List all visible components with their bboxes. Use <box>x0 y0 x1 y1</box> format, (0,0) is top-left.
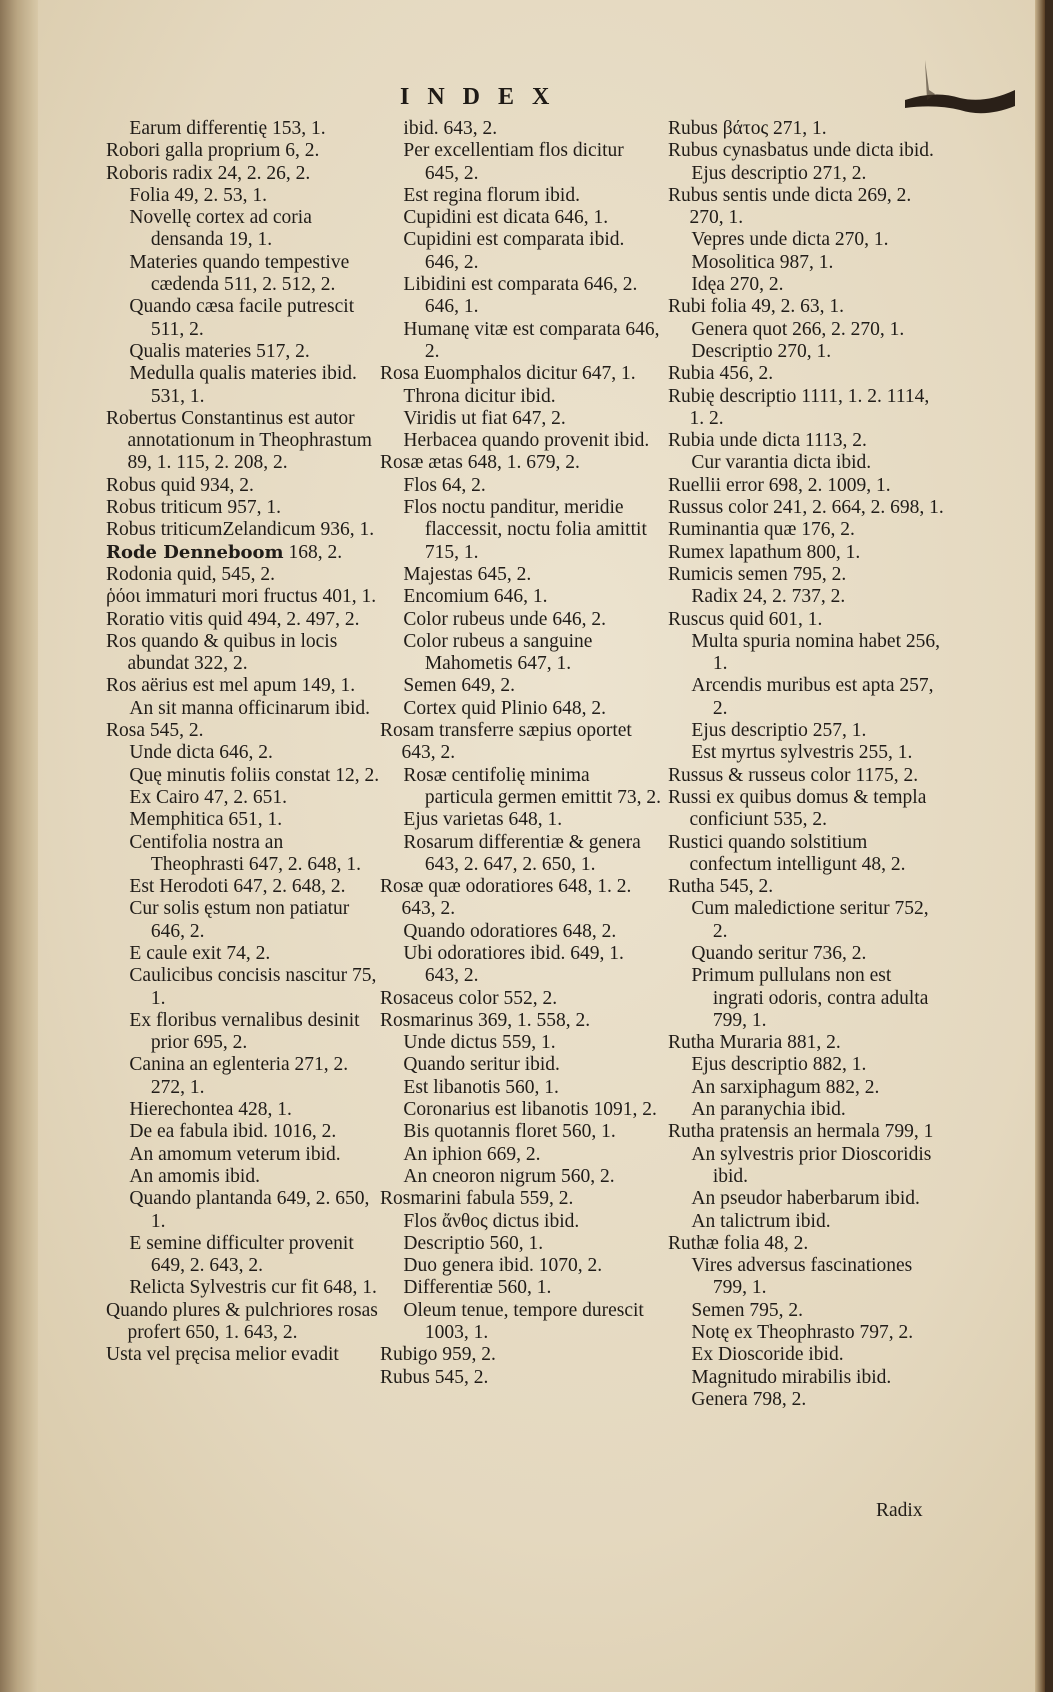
index-entry: Rutha Muraria 881, 2. <box>668 1032 841 1054</box>
index-entry: Descriptio 560, 1. <box>403 1232 544 1254</box>
index-column-2 <box>380 118 662 1389</box>
index-entry: Throna dicitur ibid. <box>403 385 556 407</box>
index-entry: Est myrtus sylvestris 255, 1. <box>691 742 913 764</box>
index-entry: Rubus sentis unde dicta 269, 2. 270, 1. <box>668 184 912 229</box>
index-entry: Duo genera ibid. 1070, 2. <box>403 1255 603 1277</box>
index-entry: Novellę cortex ad coria densanda 19, 1. <box>129 207 312 251</box>
index-entry: Ubi odoratiores ibid. 649, 1. 643, 2. <box>403 942 624 987</box>
index-entry: Rubia unde dicta 1113, 2. <box>668 430 867 452</box>
index-entry: Primum pullulans non est ingrati odoris, contra adulta 799, 1. <box>691 965 929 1031</box>
index-entry: Rubus 545, 2. <box>380 1366 489 1388</box>
index-entry: Arcendis muribus est apta 257, 2. <box>691 675 934 719</box>
index-entry: Russus & russeus color 1175, 2. <box>668 764 919 786</box>
index-entry: Rubię descriptio 1111, 1. 2. 1114, 1. 2. <box>668 385 930 429</box>
index-entry: Majestas 645, 2. <box>403 563 532 585</box>
index-entry: Russi ex quibus domus & templa conficiunt 535, 2. <box>668 786 927 831</box>
index-entry: Radix 24, 2. 737, 2. <box>691 586 846 608</box>
index-entry: Cur solis ęstum non patiatur 646, 2. <box>129 898 350 942</box>
index-entry: Medulla qualis materies ibid. 531, 1. <box>129 363 357 407</box>
ink-stain <box>905 60 1015 120</box>
index-entry <box>106 542 380 564</box>
index-entry: Ex Dioscoride ibid. <box>691 1344 844 1366</box>
index-entry: Ex floribus vernalibus desinit prior 695, 2. <box>129 1009 360 1054</box>
index-entry: Color rubeus unde 646, 2. <box>403 608 606 630</box>
book-spine <box>0 0 38 1692</box>
index-entry: An talictrum ibid. <box>691 1210 831 1232</box>
index-entry: Quando plantanda 649, 2. 650, 1. <box>129 1188 370 1232</box>
index-entry: Usta vel pręcisa melior evadit <box>106 1344 339 1366</box>
index-entry: Quando odoratiores 648, 2. <box>403 920 617 942</box>
index-entry: Flos noctu panditur, meridie flaccessit, noctu folia amittit 715, 1. <box>403 497 647 563</box>
index-entry: Rosaceus color 552, 2. <box>380 987 558 1009</box>
index-entry: Materies quando tempestive cædenda 511, 2. 512, 2. <box>129 251 350 296</box>
index-entry: Est libanotis 560, 1. <box>403 1076 559 1098</box>
index-entry: An amomum veterum ibid. <box>129 1143 341 1165</box>
index-entry: Flos ἄνθος dictus ibid. <box>403 1210 580 1232</box>
index-entry: Ruminantia quæ 176, 2. <box>668 519 855 541</box>
index-entry: Differentiæ 560, 1. <box>403 1277 552 1299</box>
page-edge <box>1035 0 1045 1692</box>
index-entry: Genera 798, 2. <box>691 1388 807 1410</box>
index-entry: Ruscus quid 601, 1. <box>668 608 823 630</box>
index-entry: Oleum tenue, tempore durescit 1003, 1. <box>403 1299 644 1344</box>
index-entry: Per excellentiam flos dicitur 645, 2. <box>403 140 624 184</box>
index-entry: Hierechontea 428, 1. <box>129 1099 292 1121</box>
index-entry: Ex Cairo 47, 2. 651. <box>129 786 288 808</box>
index-entry: Cortex quid Plinio 648, 2. <box>403 697 606 719</box>
index-entry: Robori galla proprium 6, 2. <box>106 140 320 162</box>
index-entry: Semen 795, 2. <box>691 1299 803 1321</box>
index-entry: Canina an eglenteria 271, 2. 272, 1. <box>129 1054 349 1098</box>
index-entry: Est Herodoti 647, 2. 648, 2. <box>129 876 346 898</box>
index-entry: An sarxiphagum 882, 2. <box>691 1076 880 1098</box>
index-entry: Unde dicta 646, 2. <box>129 742 273 764</box>
index-entry: Rumex lapathum 800, 1. <box>668 541 861 563</box>
index-entry: Russus color 241, 2. 664, 2. 698, 1. <box>668 497 944 519</box>
index-entry: Quando seritur 736, 2. <box>691 942 867 964</box>
index-entry: Libidini est comparata 646, 2. 646, 1. <box>403 274 638 318</box>
index-entry: Herbacea quando provenit ibid. <box>403 430 650 452</box>
index-entry: An sylvestris prior Dioscoridis ibid. <box>691 1143 932 1187</box>
index-entry: ῥόοι immaturi mori fructus 401, 1. <box>106 586 377 608</box>
index-entry: Quando plures & pulchriores rosas profert 650, 1. 643, 2. <box>106 1299 378 1344</box>
index-entry: Robertus Constantinus est autor annotationum in Theophrastum 89, 1. 115, 2. 208, 2. <box>106 407 372 474</box>
index-entry: Rosæ ætas 648, 1. 679, 2. <box>380 452 580 474</box>
index-entry: Robus triticum 957, 1. <box>106 497 281 519</box>
index-entry: Quando seritur ibid. <box>403 1054 560 1076</box>
index-entry: Rosa Euomphalos dicitur 647, 1. <box>380 363 636 385</box>
index-entry: Earum differentię 153, 1. <box>129 118 326 139</box>
index-entry: Caulicibus concisis nascitur 75, 1. <box>129 965 377 1009</box>
index-entry: Rodonia quid, 545, 2. <box>106 563 275 585</box>
index-entry: An paranychia ibid. <box>691 1099 846 1121</box>
index-entry: Flos 64, 2. <box>403 474 486 496</box>
index-entry: Rubi folia 49, 2. 63, 1. <box>668 296 845 318</box>
index-entry: Mosolitica 987, 1. <box>691 251 834 273</box>
index-entry: An iphion 669, 2. <box>403 1143 541 1165</box>
index-entry: Cupidini est comparata ibid. 646, 2. <box>403 229 625 273</box>
index-entry: Notę ex Theophrasto 797, 2. <box>691 1322 914 1344</box>
index-entry: Vepres unde dicta 270, 1. <box>691 229 889 251</box>
index-entry: E caule exit 74, 2. <box>129 942 271 964</box>
index-entry: Genera quot 266, 2. 270, 1. <box>691 318 905 340</box>
index-entry: Cur varantia dicta ibid. <box>691 452 872 474</box>
index-column-3 <box>668 118 944 1411</box>
index-entry: Vires adversus fascinationes 799, 1. <box>691 1255 913 1299</box>
index-entry: Rumicis semen 795, 2. <box>668 563 847 585</box>
index-entry: Ejus varietas 648, 1. <box>403 809 563 831</box>
index-column-1 <box>106 118 380 1367</box>
index-entry: Qualis materies 517, 2. <box>129 340 310 362</box>
index-entry: Unde dictus 559, 1. <box>403 1032 556 1054</box>
index-entry: Rubia 456, 2. <box>668 363 774 385</box>
index-entry: Rosarum differentiæ & genera 643, 2. 647, 2. 650, 1. <box>403 831 641 875</box>
blackletter-term: Rode Denneboom <box>106 541 284 563</box>
index-entry: Ros aërius est mel apum 149, 1. <box>106 675 356 697</box>
catchword: Radix <box>876 1500 923 1521</box>
index-entry: Rubus cynasbatus unde dicta ibid. <box>668 140 934 162</box>
index-entry: Quę minutis foliis constat 12, 2. <box>129 764 380 786</box>
index-entry: Folia 49, 2. 53, 1. <box>129 184 267 206</box>
index-entry: Ejus descriptio 271, 2. <box>691 162 867 184</box>
page-title: INDEX <box>400 84 568 110</box>
index-entry: Color rubeus a sanguine Mahometis 647, 1. <box>403 630 593 675</box>
index-entry: De ea fabula ibid. 1016, 2. <box>129 1121 337 1143</box>
entry-reference: 168, 2. <box>283 541 343 563</box>
index-entry: Rosæ centifolię minima particula germen emittit 73, 2. <box>403 764 661 808</box>
index-entry: Rutha 545, 2. <box>668 876 774 898</box>
index-entry: Rutha pratensis an hermala 799, 1 <box>668 1121 934 1143</box>
index-entry: Rosæ quæ odoratiores 648, 1. 2. 643, 2. <box>380 876 632 920</box>
index-entry: Rosa 545, 2. <box>106 720 204 742</box>
index-entry: Rosam transferre sæpius oportet 643, 2. <box>380 720 632 764</box>
index-entry: Roratio vitis quid 494, 2. 497, 2. <box>106 608 360 630</box>
index-entry: Robus quid 934, 2. <box>106 474 254 496</box>
index-entry: An amomis ibid. <box>129 1165 260 1187</box>
index-entry: An pseudor haberbarum ibid. <box>691 1188 920 1210</box>
index-entry: Descriptio 270, 1. <box>691 340 832 362</box>
index-entry: Memphitica 651, 1. <box>129 809 283 831</box>
index-entry: Semen 649, 2. <box>403 675 515 697</box>
index-entry: Rosmarini fabula 559, 2. <box>380 1188 574 1210</box>
index-entry: Ros quando & quibus in locis abundat 322, 2. <box>106 630 338 675</box>
index-entry: An cneoron nigrum 560, 2. <box>403 1165 615 1187</box>
index-entry: Magnitudo mirabilis ibid. <box>691 1366 892 1388</box>
index-entry: Roboris radix 24, 2. 26, 2. <box>106 162 311 184</box>
index-entry: Ejus descriptio 882, 1. <box>691 1054 867 1076</box>
index-entry: An sit manna officinarum ibid. <box>129 697 371 719</box>
index-entry: Encomium 646, 1. <box>403 586 548 608</box>
index-entry: Coronarius est libanotis 1091, 2. <box>403 1099 657 1121</box>
index-entry: Humanę vitæ est comparata 646, 2. <box>403 318 660 362</box>
index-entry: Multa spuria nomina habet 256, 1. <box>691 630 940 675</box>
index-entry: Rustici quando solstitium confectum intelligunt 48, 2. <box>668 831 906 875</box>
index-entry: Cupidini est dicata 646, 1. <box>403 207 609 229</box>
index-entry: Ruthæ folia 48, 2. <box>668 1232 809 1254</box>
index-entry: Ejus descriptio 257, 1. <box>691 720 867 742</box>
index-entry: ibid. 643, 2. <box>403 118 498 139</box>
index-entry: Centifolia nostra an Theophrasti 647, 2. 648, 1. <box>129 831 361 875</box>
index-entry: Quando cæsa facile putrescit 511, 2. <box>129 296 355 340</box>
index-entry: Idęa 270, 2. <box>691 274 784 296</box>
index-entry: Viridis ut fiat 647, 2. <box>403 407 566 429</box>
index-entry: Rubus βάτος 271, 1. <box>668 118 827 139</box>
index-entry: Rosmarinus 369, 1. 558, 2. <box>380 1009 591 1031</box>
index-entry: E semine difficulter provenit 649, 2. 643, 2. <box>129 1232 354 1277</box>
index-entry: Cum maledictione seritur 752, 2. <box>691 898 929 942</box>
index-entry: Est regina florum ibid. <box>403 184 580 206</box>
index-entry: Ruellii error 698, 2. 1009, 1. <box>668 474 891 496</box>
index-entry: Relicta Sylvestris cur fit 648, 1. <box>129 1277 377 1299</box>
index-entry: Robus triticumZelandicum 936, 1. <box>106 519 375 541</box>
index-entry: Bis quotannis floret 560, 1. <box>403 1121 616 1143</box>
index-entry: Rubigo 959, 2. <box>380 1344 496 1366</box>
